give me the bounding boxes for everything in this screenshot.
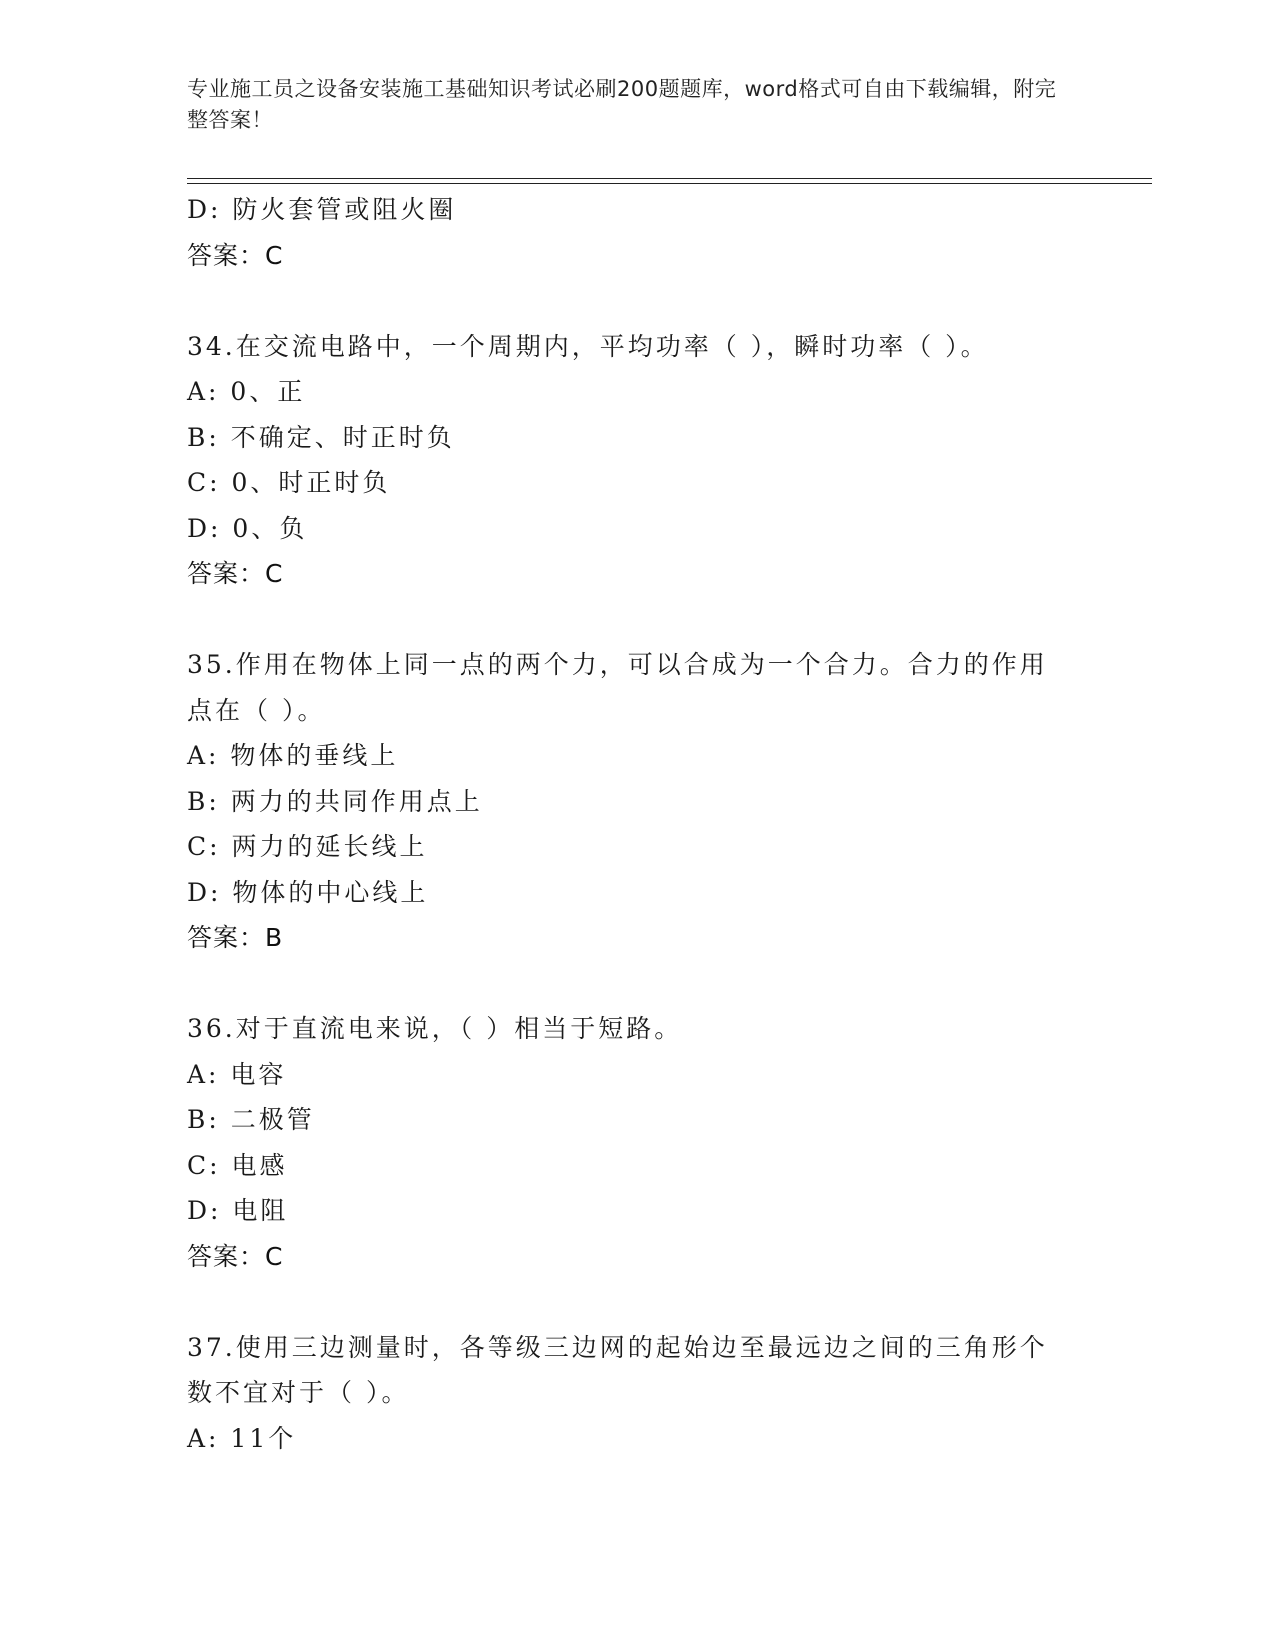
spacer — [187, 597, 1067, 643]
question-34: 34.在交流电路中，一个周期内，平均功率（ ），瞬时功率（ ）。 — [187, 331, 989, 361]
q36-option-d: D: 电阻 — [187, 1196, 289, 1225]
q35-option-b: B: 两力的共同作用点上 — [187, 786, 483, 816]
spacer — [187, 1279, 1067, 1325]
spacer — [187, 278, 1067, 324]
prev-answer: 答案：C — [187, 240, 284, 270]
q34-option-b: B: 不确定、时正时负 — [187, 422, 455, 452]
q34-option-c: C: 0、时正时负 — [187, 468, 391, 497]
q35-option-c: C: 两力的延长线上 — [187, 832, 428, 861]
q34-answer: 答案：C — [187, 559, 284, 588]
q37-option-a: A: 11个 — [187, 1423, 297, 1453]
q35-option-d: D: 物体的中心线上 — [187, 877, 429, 907]
q35-answer: 答案：B — [187, 923, 284, 952]
question-35: 35.作用在物体上同一点的两个力，可以合成为一个合力。合力的作用点在（ ）。 — [187, 650, 1048, 725]
prev-option-d: D: 防火套管或阻火圈 — [187, 195, 457, 224]
q34-option-d: D: 0、负 — [187, 513, 308, 543]
spacer — [187, 961, 1067, 1007]
question-37: 37.使用三边测量时，各等级三边网的起始边至最远边之间的三角形个数不宜对于（ ）。 — [187, 1332, 1048, 1407]
q34-option-a: A: 0、正 — [187, 377, 306, 406]
header-rule-bottom — [187, 183, 1152, 184]
question-content — [187, 187, 1067, 1461]
q36-option-a: A: 电容 — [187, 1059, 287, 1089]
q35-option-a: A: 物体的垂线上 — [187, 741, 399, 770]
q36-option-b: B: 二极管 — [187, 1105, 315, 1134]
q36-answer: 答案：C — [187, 1241, 284, 1271]
document-header: 专业施工员之设备安装施工基础知识考试必刷200题题库，word格式可自由下载编辑，附完整答案！ — [187, 77, 1057, 132]
header-rule-top — [187, 178, 1152, 179]
question-36: 36.对于直流电来说，（ ）相当于短路。 — [187, 1014, 683, 1043]
q36-option-c: C: 电感 — [187, 1150, 288, 1180]
